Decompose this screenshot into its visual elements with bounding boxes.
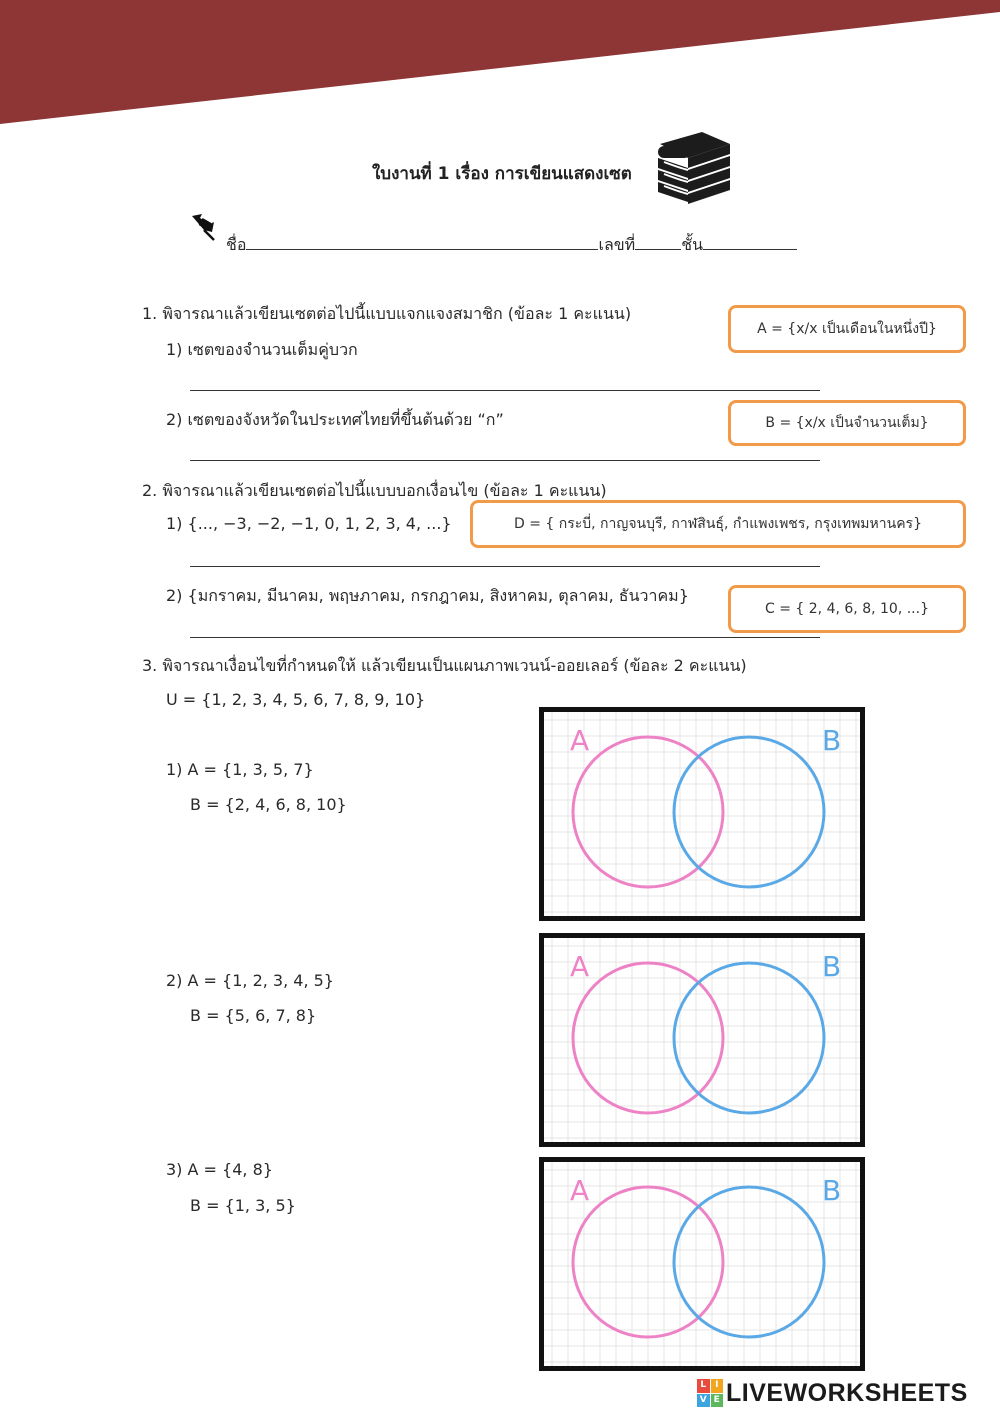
set-a-box[interactable]: A = {x/x เป็นเดือนในหนึ่งปี} [728, 305, 966, 353]
q2-item1: 1) {..., −3, −2, −1, 0, 1, 2, 3, 4, ...} [166, 514, 452, 533]
logo-letter-e: E [711, 1394, 724, 1408]
logo-letter-i: I [711, 1379, 724, 1393]
venn-svg [544, 938, 860, 1142]
q1-item2-answer-line[interactable] [190, 460, 820, 461]
q2-item2: 2) {มกราคม, มีนาคม, พฤษภาคม, กรกฎาคม, สิงหาคม, ตุลาคม, ธันวาคม} [166, 586, 689, 605]
venn-diagram-1[interactable] [539, 707, 865, 921]
number-label: เลขที่ [598, 235, 636, 254]
q3-item2-set-a: 2) A = {1, 2, 3, 4, 5} [166, 971, 334, 990]
name-input[interactable] [246, 232, 598, 250]
venn-diagram-2[interactable] [539, 933, 865, 1147]
venn-grid [544, 938, 860, 1142]
set-d-box[interactable]: D = { กระบี่, กาญจนบุรี, กาฬสินธุ์, กำแพงเพชร, กรุงเทพมหานคร} [470, 500, 966, 548]
q3-universe: U = {1, 2, 3, 4, 5, 6, 7, 8, 9, 10} [166, 690, 426, 709]
logo-letter-l: L [697, 1379, 710, 1393]
venn-svg [544, 712, 860, 916]
banner-shape [0, 0, 1000, 124]
number-input[interactable] [635, 232, 681, 250]
venn-svg [544, 1162, 860, 1366]
logo-letter-v: V [697, 1394, 710, 1408]
student-info-line [226, 232, 797, 258]
q3-item1-set-a: 1) A = {1, 3, 5, 7} [166, 760, 314, 779]
name-label: ชื่อ [226, 235, 247, 254]
liveworksheets-logo-text: LIVEWORKSHEETS [726, 1378, 968, 1407]
books-icon [650, 128, 736, 212]
set-a-label: A [570, 950, 590, 983]
top-banner [0, 0, 1000, 130]
q3-prompt: 3. พิจารณาเงื่อนไขที่กำหนดให้ แล้วเขียนเป็นแผนภาพเวนน์-ออยเลอร์ (ข้อละ 2 คะแนน) [142, 656, 747, 675]
q3-item3-set-b: B = {1, 3, 5} [190, 1196, 296, 1215]
q3-item2-set-b: B = {5, 6, 7, 8} [190, 1006, 317, 1025]
set-a-label: A [570, 724, 590, 757]
q3-item1-set-b: B = {2, 4, 6, 8, 10} [190, 795, 347, 814]
venn-diagram-3[interactable] [539, 1157, 865, 1371]
q1-item1-answer-line[interactable] [190, 390, 820, 391]
q1-prompt: 1. พิจารณาแล้วเขียนเซตต่อไปนี้แบบแจกแจงสมาชิก (ข้อละ 1 คะแนน) [142, 304, 632, 323]
q3-item3-set-a: 3) A = {4, 8} [166, 1160, 273, 1179]
pushpin-icon [186, 212, 218, 242]
page-title: ใบงานที่ 1 เรื่อง การเขียนแสดงเซต [372, 164, 632, 184]
venn-grid [544, 1162, 860, 1366]
set-b-label: B [822, 1174, 842, 1207]
set-b-label: B [822, 724, 842, 757]
set-b-box[interactable]: B = {x/x เป็นจำนวนเต็ม} [728, 400, 966, 446]
set-c-box[interactable]: C = { 2, 4, 6, 8, 10, ...} [728, 585, 966, 633]
q1-item2: 2) เซตของจังหวัดในประเทศไทยที่ขึ้นต้นด้วย “ก” [166, 410, 504, 429]
liveworksheets-logo-mark [697, 1379, 723, 1407]
q2-prompt: 2. พิจารณาแล้วเขียนเซตต่อไปนี้แบบบอกเงื่อนไข (ข้อละ 1 คะแนน) [142, 481, 607, 500]
liveworksheets-logo [697, 1378, 968, 1408]
set-a-label: A [570, 1174, 590, 1207]
q2-item1-answer-line[interactable] [190, 566, 820, 567]
set-b-label: B [822, 950, 842, 983]
q1-item1: 1) เซตของจำนวนเต็มคู่บวก [166, 340, 358, 359]
venn-grid [544, 712, 860, 916]
class-input[interactable] [703, 232, 797, 250]
q2-item2-answer-line[interactable] [190, 637, 820, 638]
class-label: ชั้น [681, 235, 704, 254]
